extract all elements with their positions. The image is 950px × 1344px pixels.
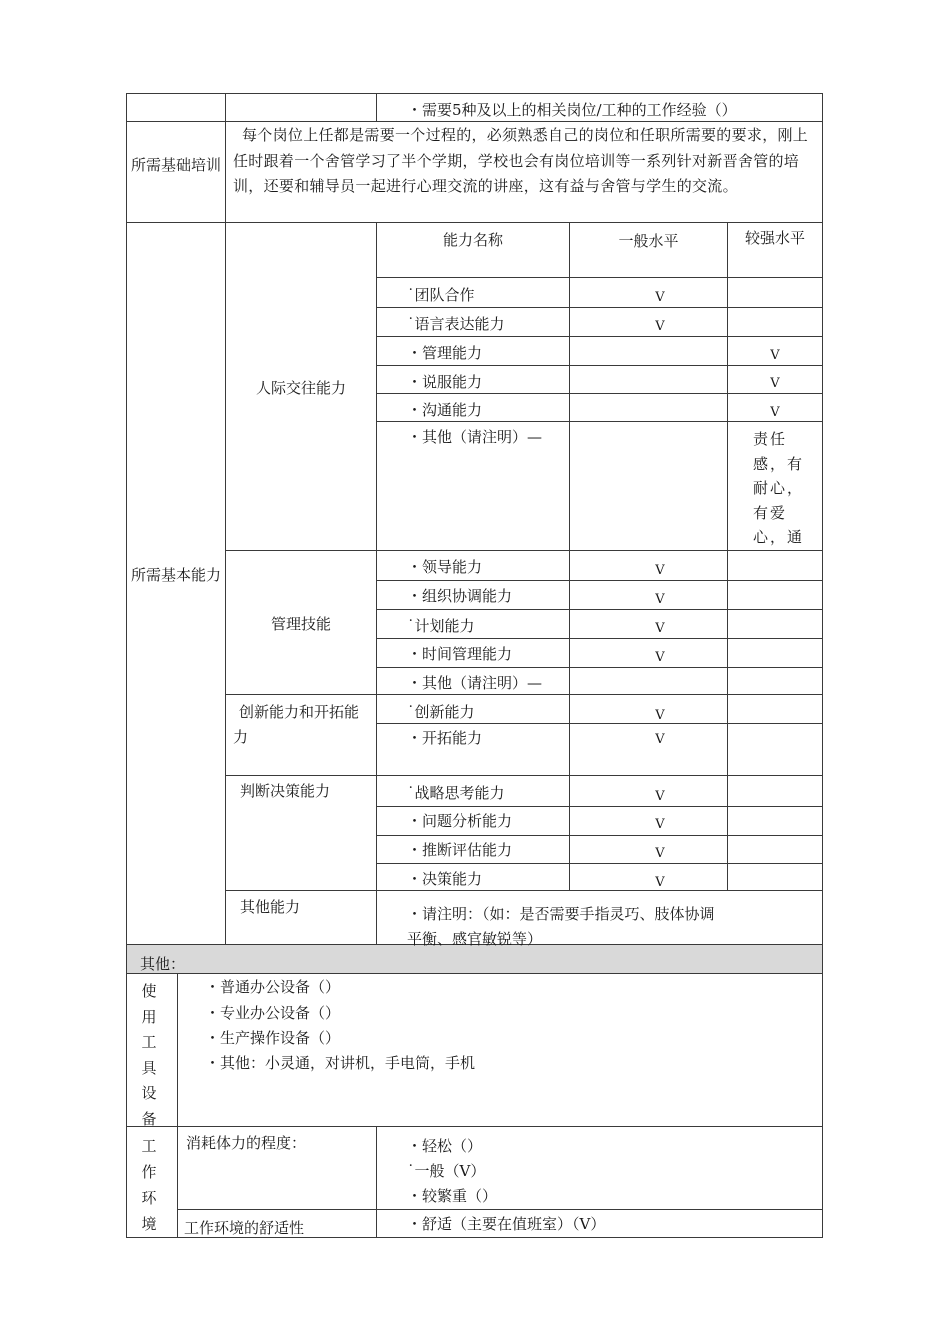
table-rule — [377, 609, 823, 610]
other-section-label: 其他： — [140, 955, 186, 973]
ability-item: ・开拓能力 — [407, 729, 483, 747]
group-innovation: 创新能力和开拓能力 — [233, 703, 360, 746]
group-management: 管理技能 — [270, 615, 331, 633]
general-check: V — [655, 319, 665, 334]
table-rule — [377, 393, 823, 394]
physical-option: ˙一般（V） — [407, 1162, 486, 1180]
ability-item: ・推断评估能力 — [407, 841, 513, 859]
table-rule — [225, 222, 226, 945]
strong-check: V — [770, 348, 780, 363]
general-check: V — [655, 650, 665, 665]
tool-item: ・专业办公设备（） — [205, 1004, 341, 1022]
ability-item: ・其他（请注明）— — [407, 674, 543, 692]
table-rule — [225, 775, 823, 776]
tool-item: ・其他：小灵通，对讲机，手电筒，手机 — [205, 1054, 476, 1072]
ability-item: ˙战略思考能力 — [407, 784, 505, 802]
table-rule — [126, 222, 823, 223]
experience-item: ・需要5种及以上的相关岗位/工种的工作经验（） — [407, 101, 737, 119]
table-rule — [376, 1126, 377, 1238]
table-rule — [126, 93, 823, 94]
table-rule — [377, 863, 823, 864]
ability-item: ˙计划能力 — [407, 617, 475, 635]
table-rule — [822, 93, 823, 1238]
comfort-option: ・舒适（主要在值班室）（V） — [407, 1215, 606, 1233]
physical-option: ・轻松（） — [407, 1137, 483, 1155]
ability-item: ˙团队合作 — [407, 286, 475, 304]
general-check: V — [655, 817, 665, 832]
ability-item: ・其他（请注明）— — [407, 428, 543, 446]
strong-check: V — [770, 405, 780, 420]
table-rule — [177, 1209, 823, 1210]
header-general-level: 一般水平 — [618, 232, 679, 250]
table-rule — [225, 121, 226, 223]
table-rule — [377, 365, 823, 366]
tool-item: ・普通办公设备（） — [205, 978, 341, 996]
table-rule — [377, 307, 823, 308]
general-check: V — [655, 789, 665, 804]
group-judgment: 判断决策能力 — [240, 782, 331, 800]
comfort-label: 工作环境的舒适性 — [184, 1219, 305, 1237]
header-ability-name: 能力名称 — [442, 231, 503, 249]
ability-item: ・问题分析能力 — [407, 812, 513, 830]
table-rule — [376, 93, 377, 122]
group-other: 其他能力 — [240, 898, 301, 916]
other-ability-note: ・请注明：（如：是否需要手指灵巧、肢体协调平衡、感官敏锐等） — [407, 905, 715, 948]
general-check: V — [655, 875, 665, 890]
general-check: V — [655, 290, 665, 305]
table-rule — [377, 336, 823, 337]
table-rule — [225, 550, 823, 551]
ability-item: ・领导能力 — [407, 558, 483, 576]
physical-option: ・较繁重（） — [407, 1187, 498, 1205]
general-check: V — [655, 732, 665, 747]
strong-note: 责任感，有耐心，有爱心，通 — [753, 430, 805, 546]
table-rule — [126, 973, 823, 974]
ability-item: ・组织协调能力 — [407, 587, 513, 605]
general-check: V — [655, 621, 665, 636]
table-rule — [126, 121, 823, 122]
table-rule — [225, 93, 226, 122]
table-rule — [377, 277, 823, 278]
group-interpersonal: 人际交往能力 — [255, 379, 346, 397]
table-rule — [225, 694, 823, 695]
table-rule — [177, 973, 178, 1238]
abilities-label: 所需基本能力 — [130, 566, 221, 584]
ability-item: ˙创新能力 — [407, 703, 475, 721]
ability-item: ・沟通能力 — [407, 401, 483, 419]
ability-item: ・决策能力 — [407, 870, 483, 888]
physical-label: 消耗体力的程度： — [186, 1134, 307, 1152]
general-check: V — [655, 563, 665, 578]
table-rule — [377, 667, 823, 668]
general-check: V — [655, 592, 665, 607]
table-rule — [376, 222, 377, 945]
table-rule — [126, 1126, 823, 1127]
table-rule — [126, 1237, 823, 1238]
environment-label: 工作环境 — [141, 1137, 157, 1233]
training-text: 每个岗位上任都是需要一个过程的，必须熟悉自己的岗位和任职所需要的要求，刚上任时跟着一个舍管学习了半个学期，学校也会有岗位培训等一系列针对新晋舍管的培训，还要和辅导员一起进行心理交流的讲座，这有益与舍管与学生的交流。 — [233, 126, 809, 195]
strong-check: V — [770, 376, 780, 391]
header-strong-level: 较强水平 — [744, 229, 805, 247]
ability-item: ・时间管理能力 — [407, 645, 513, 663]
tools-label: 使用工具设备 — [141, 982, 157, 1128]
table-rule — [377, 580, 823, 581]
table-rule — [377, 638, 823, 639]
training-label: 所需基础培训 — [130, 156, 221, 174]
table-rule — [126, 93, 127, 1238]
tool-item: ・生产操作设备（） — [205, 1029, 341, 1047]
ability-item: ˙语言表达能力 — [407, 315, 505, 333]
table-rule — [377, 835, 823, 836]
general-check: V — [655, 708, 665, 723]
general-check: V — [655, 846, 665, 861]
table-rule — [377, 806, 823, 807]
ability-item: ・说服能力 — [407, 373, 483, 391]
ability-item: ・管理能力 — [407, 344, 483, 362]
